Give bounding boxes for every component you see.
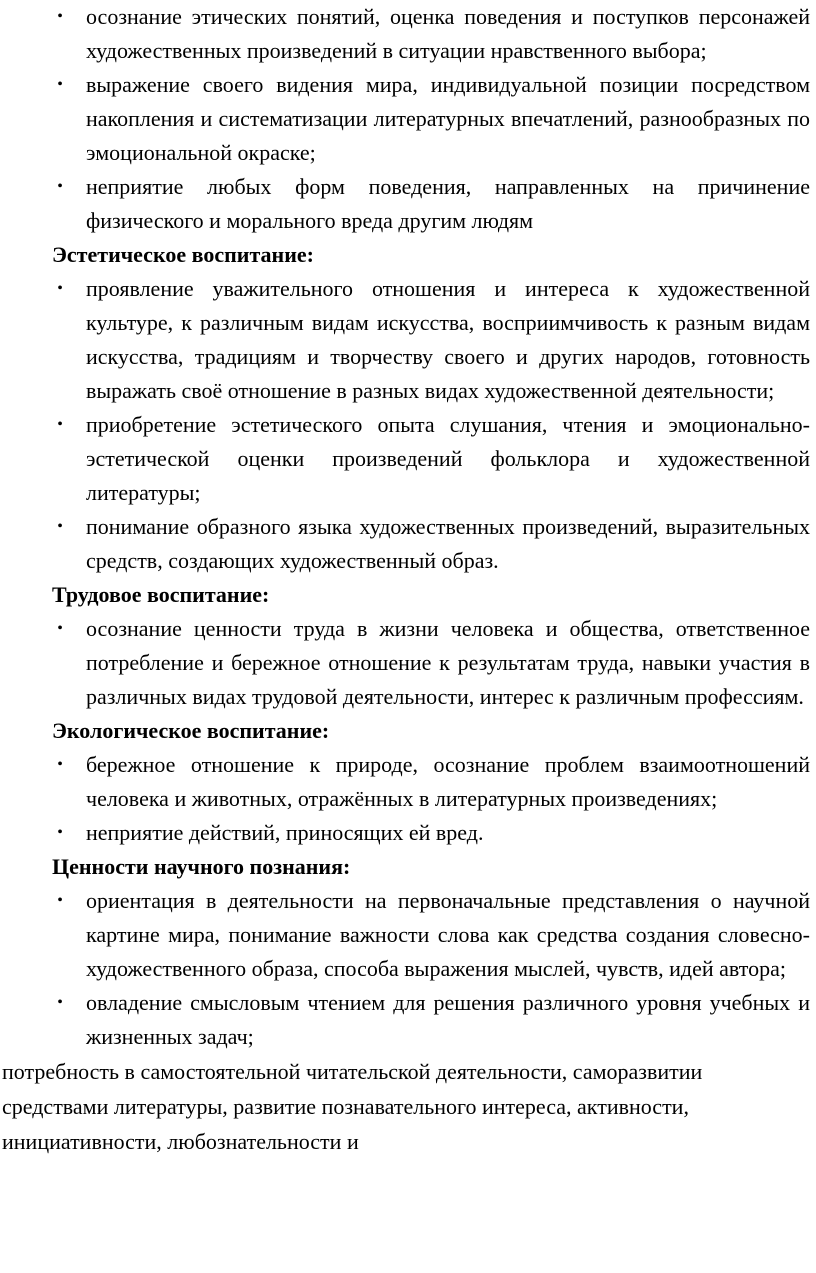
list-item <box>57 510 810 578</box>
bullet-list <box>0 612 816 714</box>
bullet-icon: • <box>57 892 63 909</box>
list-item <box>57 0 810 68</box>
list-item-text: выражение своего видения мира, индивидуальной позиции посредством накопления и систематизации литературных впечатлений, разнообразных по эмоциональной окраске; <box>86 72 810 165</box>
list-item-text: бережное отношение к природе, осознание проблем взаимоотношений человека и животных, отражённых в литературных произведениях; <box>86 752 810 811</box>
bullet-icon: • <box>57 620 63 637</box>
bullet-icon: • <box>57 8 63 25</box>
bullet-icon: • <box>57 76 63 93</box>
bullet-icon: • <box>57 756 63 773</box>
section <box>0 238 816 578</box>
list-item <box>57 408 810 510</box>
closing-line: средствами литературы, развитие познавательного интереса, активности, <box>2 1094 689 1119</box>
bullet-list <box>0 884 816 1054</box>
list-item <box>57 68 810 170</box>
list-item-text: понимание образного языка художественных произведений, выразительных средств, создающих художественный образ. <box>86 514 810 573</box>
bullet-icon: • <box>57 518 63 535</box>
list-item-text: осознание этических понятий, оценка поведения и поступков персонажей художественных произведений в ситуации нравственного выбора; <box>86 4 810 63</box>
section <box>0 850 816 1054</box>
list-item-text: приобретение эстетического опыта слушания, чтения и эмоционально-эстетической оценки произведений фольклора и художественной литературы; <box>86 412 810 505</box>
list-item <box>57 748 810 816</box>
closing-paragraph <box>0 1054 816 1159</box>
list-item-text: неприятие любых форм поведения, направленных на причинение физического и морального вреда другим людям <box>86 174 810 233</box>
section <box>0 714 816 850</box>
bullet-icon: • <box>57 994 63 1011</box>
list-item-text: проявление уважительного отношения и интереса к художественной культуре, к различным видам искусства, восприимчивость к разным видам искусства, традициям и творчеству своего и других народов, готовность выражать своё отношение в разных видах художественной деятельности; <box>86 276 810 403</box>
section-heading: Трудовое воспитание: <box>52 582 270 607</box>
bullet-icon: • <box>57 280 63 297</box>
closing-line: потребность в самостоятельной читательской деятельности, саморазвитии <box>2 1059 703 1084</box>
list-item <box>57 986 810 1054</box>
bullet-icon: • <box>57 178 63 195</box>
list-item <box>57 612 810 714</box>
list-item <box>57 170 810 238</box>
section-heading: Ценности научного познания: <box>52 854 351 879</box>
section <box>0 0 816 238</box>
list-item-text: овладение смысловым чтением для решения различного уровня учебных и жизненных задач; <box>86 990 810 1049</box>
closing-line: инициативности, любознательности и <box>2 1129 359 1154</box>
list-item <box>57 272 810 408</box>
section-heading: Экологическое воспитание: <box>52 718 330 743</box>
bullet-list <box>0 748 816 850</box>
bullet-list <box>0 0 816 238</box>
list-item-text: неприятие действий, приносящих ей вред. <box>86 820 484 845</box>
list-item <box>57 884 810 986</box>
list-item-text: ориентация в деятельности на первоначальные представления о научной картине мира, понимание важности слова как средства создания словесно-художественного образа, способа выражения мыслей, чувств, идей автора; <box>86 888 810 981</box>
section <box>0 578 816 714</box>
list-item-text: осознание ценности труда в жизни человека и общества, ответственное потребление и бережное отношение к результатам труда, навыки участия в различных видах трудовой деятельности, интерес к различным профессиям. <box>86 616 810 709</box>
section-heading: Эстетическое воспитание: <box>52 242 314 267</box>
bullet-icon: • <box>57 824 63 841</box>
bullet-icon: • <box>57 416 63 433</box>
list-item <box>57 816 810 850</box>
bullet-list <box>0 272 816 578</box>
